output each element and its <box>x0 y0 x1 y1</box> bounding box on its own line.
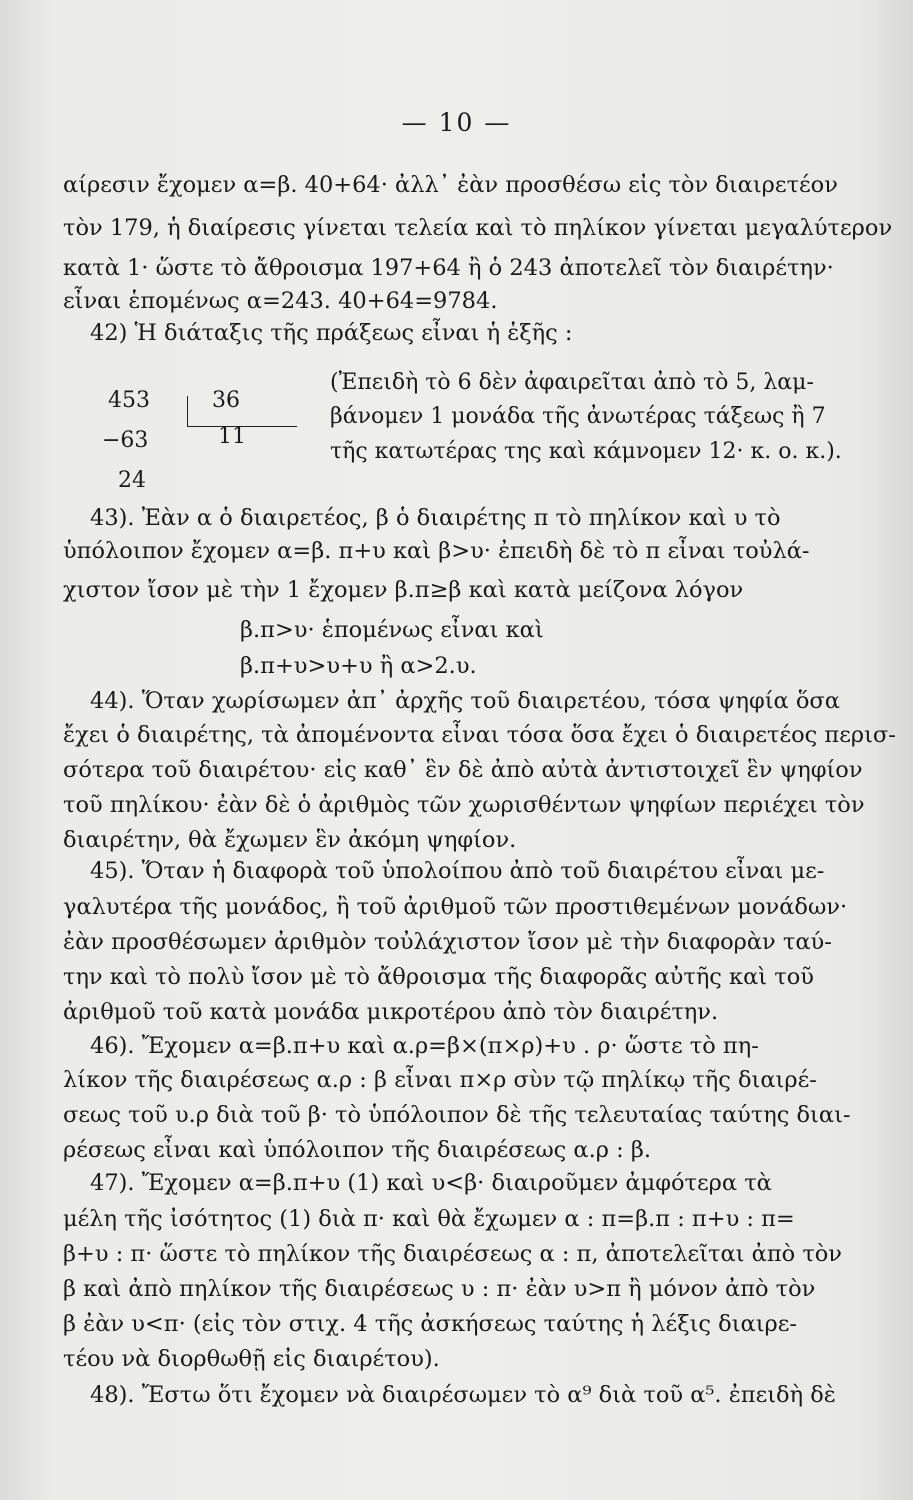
divisor: 36 <box>212 388 240 413</box>
division-note-line: τῆς κατωτέρας της καὶ κάμνομεν 12· κ. ο. κ.). <box>330 439 842 464</box>
section-48-line: 48). Ἔστω ὅτι ἔχομεν νὰ διαιρέσωμεν τὸ α⁹ διὰ τοῦ α⁵. ἐπειδὴ δὲ <box>90 1382 836 1408</box>
section-47-line: μέλη τῆς ἰσότητος (1) διὰ π· καὶ θὰ ἔχωμεν α : π=β.π : π+υ : π= <box>63 1206 795 1232</box>
section-47-line: β+υ : π· ὥστε τὸ πηλίκον τῆς διαιρέσεως α : π, ἀποτελεῖται ἀπὸ τὸν <box>63 1241 842 1267</box>
section-46-line: 46). Ἔχομεν α=β.π+υ καὶ α.ρ=β×(π×ρ)+υ . ρ· ὥστε τὸ πη- <box>90 1033 759 1059</box>
section-44-line: διαιρέτην, θὰ ἔχωμεν ἓν ἀκόμη ψηφίον. <box>63 827 517 853</box>
section-47-line: τέου νὰ διορθωθῇ εἰς διαιρέτου). <box>63 1346 440 1372</box>
section-46-line: λίκον τῆς διαιρέσεως α.ρ : β εἶναι π×ρ σὺν τῷ πηλίκῳ τῆς διαιρέ- <box>63 1067 817 1093</box>
section-45-line: την καὶ τὸ πολὺ ἴσον μὲ τὸ ἄθροισμα τῆς διαφορᾶς αὐτῆς καὶ τοῦ <box>63 964 814 990</box>
section-47-line: 47). Ἔχομεν α=β.π+υ (1) καὶ υ<β· διαιροῦμεν ἀμφότερα τὰ <box>90 1170 772 1196</box>
text-line: τὸν 179, ἡ διαίρεσις γίνεται τελεία καὶ τὸ πηλίκον γίνεται μεγαλύτερον <box>63 215 893 241</box>
section-43-line: β.π+υ>υ+υ ἢ α>2.υ. <box>240 653 477 679</box>
section-43-line: β.π>υ· ἑπομένως εἶναι καὶ <box>240 617 544 643</box>
section-46-line: ρέσεως εἶναι καὶ ὑπόλοιπον τῆς διαιρέσεως α.ρ : β. <box>63 1137 652 1163</box>
page-number: — 10 — <box>401 108 512 137</box>
section-46-line: σεως τοῦ υ.ρ διὰ τοῦ β· τὸ ὑπόλοιπον δὲ τῆς τελευταίας ταύτης διαι- <box>63 1102 851 1128</box>
division-note-line: (Ἐπειδὴ τὸ 6 δὲν ἀφαιρεῖται ἀπὸ τὸ 5, λαμ- <box>330 370 814 395</box>
division-note-line: βάνομεν 1 μονάδα τῆς ἀνωτέρας τάξεως ἢ 7 <box>330 404 826 429</box>
section-45-line: ἀριθμοῦ τοῦ κατὰ μονάδα μικροτέρου ἀπὸ τὸν διαιρέτην. <box>63 999 719 1025</box>
section-44-line: σότερα τοῦ διαιρέτου· εἰς καθ᾽ ἓν δὲ ἀπὸ αὐτὰ ἀντιστοιχεῖ ἓν ψηφίον <box>63 757 863 783</box>
dividend: 453 <box>108 388 150 413</box>
section-45-line: 45). Ὅταν ἡ διαφορὰ τοῦ ὑπολοίπου ἀπὸ τοῦ διαιρέτου εἶναι με- <box>90 858 825 884</box>
quotient: 11 <box>218 424 246 449</box>
section-42-heading: 42) Ἡ διάταξις τῆς πράξεως εἶναι ἡ ἑξῆς : <box>90 320 573 346</box>
long-division <box>102 388 308 498</box>
remainder: 24 <box>118 468 146 493</box>
section-44-line: τοῦ πηλίκου· ἐὰν δὲ ὁ ἀριθμὸς τῶν χωρισθέντων ψηφίων περιέχει τὸν <box>63 792 865 818</box>
subtracted-value: −63 <box>102 428 149 453</box>
section-47-line: β ἐὰν υ<π· (εἰς τὸν στιχ. 4 τῆς ἀσκήσεως ταύτης ἡ λέξις διαιρε- <box>63 1311 798 1337</box>
division-bracket-vertical <box>187 396 188 426</box>
section-43-line: 43). Ἐὰν α ὁ διαιρετέος, β ὁ διαιρέτης π τὸ πηλίκον καὶ υ τὸ <box>90 505 781 531</box>
section-44-line: 44). Ὅταν χωρίσωμεν ἀπ᾽ ἀρχῆς τοῦ διαιρετέου, τόσα ψηφία ὅσα <box>90 688 840 714</box>
section-43-line: χιστον ἴσον μὲ τὴν 1 ἔχομεν β.π≥β καὶ κατὰ μείζονα λόγον <box>63 577 744 603</box>
section-45-line: ἐὰν προσθέσωμεν ἀριθμὸν τοὐλάχιστον ἴσον μὲ τὴν διαφορὰν ταύ- <box>63 929 832 955</box>
text-line: κατὰ 1· ὥστε τὸ ἄθροισμα 197+64 ἢ ὁ 243 ἀποτελεῖ τὸν διαιρέτην· <box>63 255 834 281</box>
section-43-line: ὑπόλοιπον ἔχομεν α=β. π+υ καὶ β>υ· ἐπειδὴ δὲ τὸ π εἶναι τοὐλά- <box>63 538 810 564</box>
section-47-line: β καὶ ἀπὸ πηλίκον τῆς διαιρέσεως υ : π· ἐὰν υ>π ἢ μόνον ἀπὸ τὸν <box>63 1276 816 1302</box>
section-45-line: γαλυτέρα τῆς μονάδος, ἢ τοῦ ἀριθμοῦ τῶν προστιθεμένων μονάδων· <box>63 894 848 920</box>
text-line: εἶναι ἑπομένως α=243. 40+64=9784. <box>63 288 498 314</box>
section-44-line: ἔχει ὁ διαιρέτης, τὰ ἀπομένοντα εἶναι τόσα ὅσα ἔχει ὁ διαιρετέος περισ- <box>63 722 896 748</box>
text-line: αίρεσιν ἔχομεν α=β. 40+64· ἀλλ᾽ ἐὰν προσθέσω εἰς τὸν διαιρετέον <box>63 172 838 198</box>
